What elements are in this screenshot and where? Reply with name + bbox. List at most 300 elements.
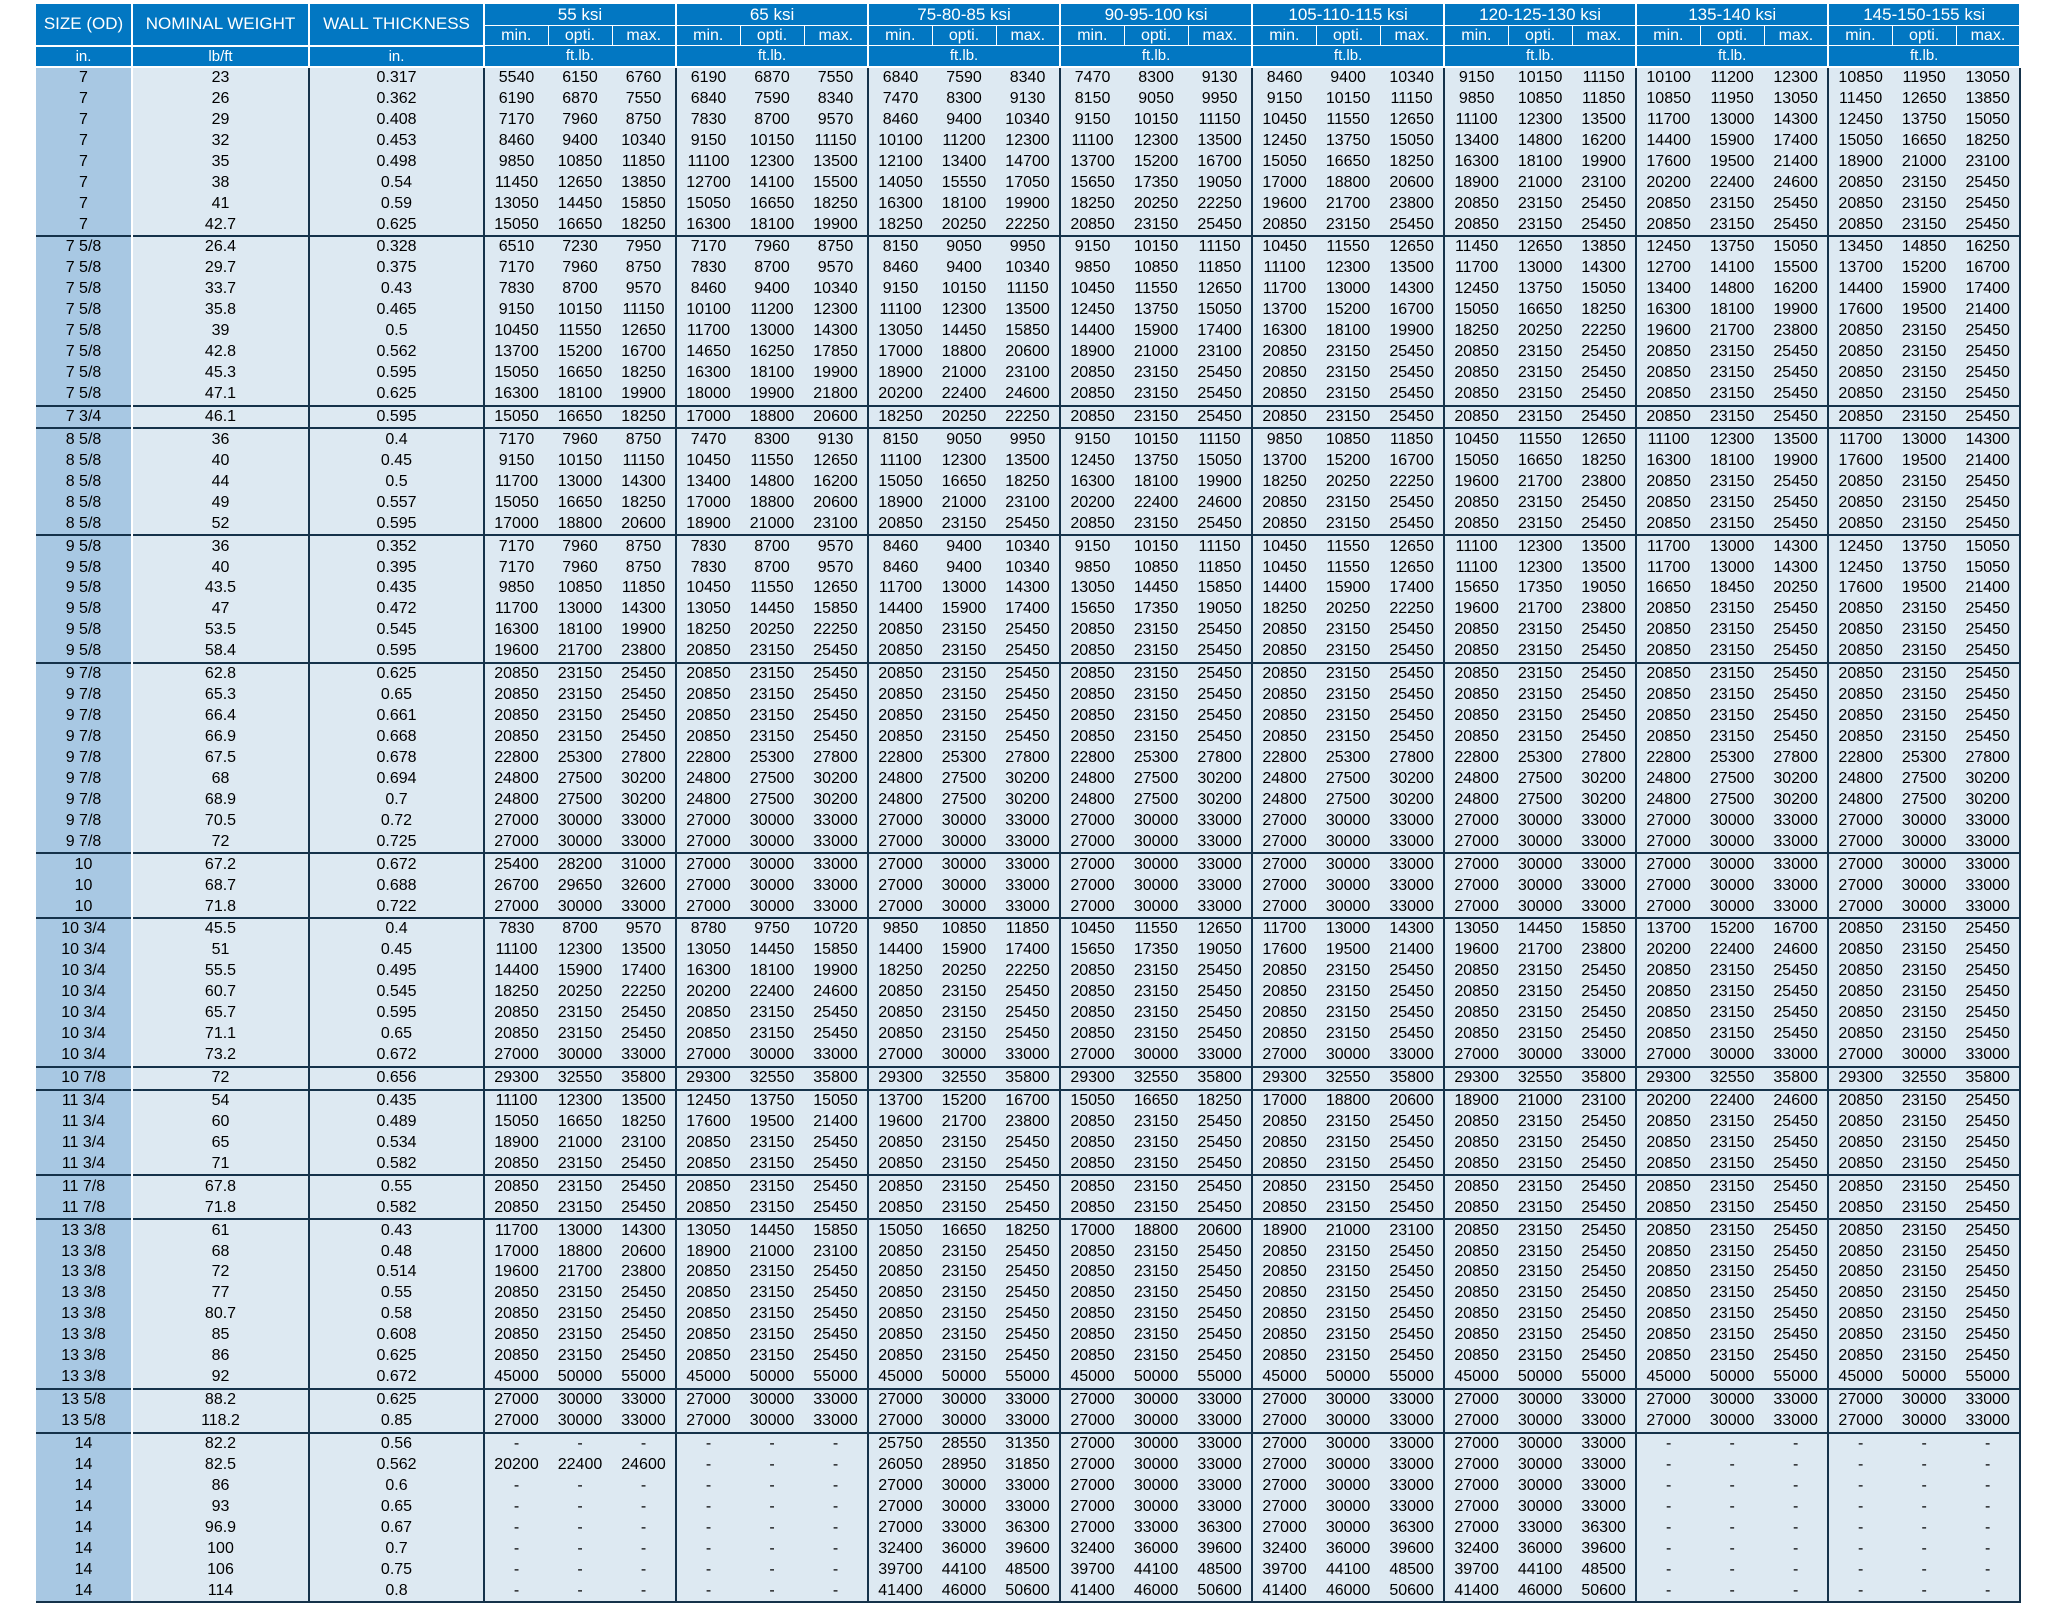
cell-torque-min: 20850 (868, 727, 932, 748)
cell-torque-opti: 23150 (1700, 961, 1764, 982)
cell-torque-min: 24800 (676, 768, 740, 789)
cell-torque-min: 20850 (484, 727, 548, 748)
cell-torque-max: 10340 (804, 279, 868, 300)
cell-torque-opti: 30000 (932, 896, 996, 918)
cell-wall: 0.722 (309, 896, 484, 918)
cell-torque-opti: 10850 (1316, 428, 1380, 450)
cell-torque-max: 25450 (1764, 471, 1828, 492)
cell-torque-opti: 20250 (1316, 599, 1380, 620)
cell-torque-max: 25450 (996, 1241, 1060, 1262)
cell-torque-min: 20850 (484, 1175, 548, 1197)
cell-torque-opti: 10850 (548, 578, 612, 599)
table-row (36, 406, 2020, 429)
cell-wall: 0.608 (309, 1325, 484, 1346)
cell-torque-opti: 23150 (1124, 1197, 1188, 1219)
cell-torque-max: 25450 (1956, 214, 2020, 236)
cell-torque-min: 20850 (1828, 193, 1892, 214)
cell-torque-min: - (1636, 1475, 1700, 1496)
cell-torque-max: 25450 (1380, 1325, 1444, 1346)
cell-wall: 0.408 (309, 109, 484, 130)
cell-torque-max: 11150 (1572, 67, 1636, 89)
cell-torque-opti: 30000 (740, 896, 804, 918)
cell-torque-min: 20850 (868, 1132, 932, 1153)
cell-torque-max: 13500 (1188, 130, 1252, 151)
cell-torque-opti: 23150 (1316, 641, 1380, 663)
cell-torque-max: 25450 (996, 663, 1060, 685)
cell-torque-min: 27000 (1252, 875, 1316, 896)
table-row (36, 685, 2020, 706)
cell-torque-min: 45000 (1828, 1367, 1892, 1389)
cell-torque-max: - (612, 1475, 676, 1496)
cell-torque-max: - (1764, 1496, 1828, 1517)
cell-torque-opti: 46000 (932, 1580, 996, 1602)
cell-torque-max: 25450 (1572, 363, 1636, 384)
cell-torque-min: 11100 (676, 151, 740, 172)
cell-torque-max: 25450 (1188, 1024, 1252, 1045)
cell-torque-opti: 23150 (932, 641, 996, 663)
cell-torque-min: 11700 (1252, 279, 1316, 300)
cell-size: 7 5/8 (36, 279, 132, 300)
cell-torque-opti: 15900 (1316, 578, 1380, 599)
cell-torque-min: 15050 (484, 363, 548, 384)
cell-torque-min: 12450 (1828, 557, 1892, 578)
cell-torque-min: 20850 (676, 1197, 740, 1219)
cell-torque-min: 18900 (1444, 172, 1508, 193)
cell-torque-max: 23800 (1572, 471, 1636, 492)
grade-header: 75-80-85 ksi (868, 4, 1060, 26)
cell-torque-max: 25450 (1188, 363, 1252, 384)
cell-size: 9 5/8 (36, 557, 132, 578)
cell-torque-min: 27000 (676, 875, 740, 896)
cell-torque-max: 33000 (804, 896, 868, 918)
cell-torque-max: 35800 (1380, 1067, 1444, 1090)
cell-torque-max: 30200 (1380, 789, 1444, 810)
cell-torque-max: 25450 (1764, 663, 1828, 685)
cell-torque-max: 25450 (996, 1325, 1060, 1346)
cell-torque-min: 27000 (1060, 1411, 1124, 1433)
cell-torque-max: 19900 (1764, 450, 1828, 471)
cell-torque-min: 12100 (868, 151, 932, 172)
cell-torque-opti: 9400 (932, 258, 996, 279)
cell-torque-max: 35800 (1956, 1067, 2020, 1090)
subheader-opti: opti. (740, 26, 804, 46)
cell-wall: 0.453 (309, 130, 484, 151)
cell-torque-max: 33000 (1188, 1475, 1252, 1496)
cell-torque-max: 33000 (996, 1389, 1060, 1411)
cell-torque-opti: 23150 (1892, 1283, 1956, 1304)
cell-torque-min: 17600 (1636, 151, 1700, 172)
cell-torque-opti: 23150 (1892, 1304, 1956, 1325)
cell-torque-opti: 23150 (1124, 1153, 1188, 1175)
cell-torque-min: 20850 (1636, 193, 1700, 214)
cell-torque-opti: 30000 (1316, 1045, 1380, 1067)
cell-weight: 68 (132, 1241, 309, 1262)
cell-torque-opti: 13000 (1508, 258, 1572, 279)
cell-torque-opti: 30000 (1508, 853, 1572, 875)
cell-torque-min: 24800 (484, 789, 548, 810)
cell-torque-min: 24800 (868, 768, 932, 789)
cell-torque-min: 27000 (484, 1411, 548, 1433)
cell-torque-max: 15050 (1188, 450, 1252, 471)
cell-torque-min: 20850 (1828, 1024, 1892, 1045)
cell-torque-opti: 16650 (1892, 130, 1956, 151)
cell-torque-opti: 21000 (932, 363, 996, 384)
cell-torque-opti: 18100 (1508, 151, 1572, 172)
cell-torque-min: 20200 (484, 1454, 548, 1475)
cell-torque-max: 50600 (1380, 1580, 1444, 1602)
cell-torque-min: 18900 (484, 1132, 548, 1153)
cell-torque-opti: 9400 (740, 279, 804, 300)
cell-torque-opti: 23150 (1700, 685, 1764, 706)
cell-torque-max: 13850 (612, 172, 676, 193)
cell-torque-max: 15850 (804, 599, 868, 620)
cell-torque-max: 25450 (1956, 384, 2020, 406)
cell-torque-min: 20850 (868, 620, 932, 641)
cell-wall: 0.595 (309, 1003, 484, 1024)
cell-torque-opti: 30000 (548, 896, 612, 918)
cell-torque-min: 20850 (868, 1241, 932, 1262)
cell-torque-min: 11700 (676, 321, 740, 342)
cell-torque-max: 33000 (1188, 1433, 1252, 1455)
cell-torque-max: - (1956, 1559, 2020, 1580)
cell-torque-opti: 14450 (548, 193, 612, 214)
cell-torque-opti: 27500 (1892, 789, 1956, 810)
cell-torque-min: 17000 (1252, 1090, 1316, 1112)
cell-torque-opti: 8700 (740, 258, 804, 279)
cell-torque-min: 27000 (1444, 810, 1508, 831)
cell-torque-opti: 9050 (1124, 88, 1188, 109)
cell-torque-min: 20850 (1060, 727, 1124, 748)
cell-torque-min: 27000 (1252, 896, 1316, 918)
table-row (36, 1153, 2020, 1175)
cell-torque-min: 24800 (676, 789, 740, 810)
cell-torque-min: 7170 (484, 557, 548, 578)
cell-torque-opti: - (1700, 1454, 1764, 1475)
cell-torque-max: 10340 (1380, 67, 1444, 89)
cell-torque-max: 33000 (1572, 1433, 1636, 1455)
table-row (36, 1433, 2020, 1455)
cell-torque-opti: 13000 (932, 578, 996, 599)
cell-torque-opti: 21000 (1892, 151, 1956, 172)
cell-torque-max: 14300 (1764, 557, 1828, 578)
cell-torque-min: 19600 (1444, 599, 1508, 620)
cell-torque-min: 20850 (676, 1325, 740, 1346)
cell-torque-min: - (1636, 1454, 1700, 1475)
cell-torque-opti: - (548, 1580, 612, 1602)
cell-torque-min: 8460 (868, 258, 932, 279)
cell-torque-min: 20850 (1828, 982, 1892, 1003)
header-size: SIZE (OD) (36, 4, 132, 46)
cell-torque-max: 17400 (1956, 279, 2020, 300)
cell-torque-min: 15050 (868, 471, 932, 492)
cell-torque-max: 35800 (1764, 1067, 1828, 1090)
cell-torque-min: 14400 (868, 599, 932, 620)
cell-torque-max: - (612, 1517, 676, 1538)
cell-torque-opti: 15900 (1124, 321, 1188, 342)
cell-torque-min: 9150 (1444, 67, 1508, 89)
cell-size: 9 7/8 (36, 831, 132, 853)
cell-torque-max: 20600 (1380, 172, 1444, 193)
cell-torque-min: 20850 (1636, 471, 1700, 492)
cell-torque-min: 27000 (1060, 1454, 1124, 1475)
cell-torque-opti: 23150 (1124, 706, 1188, 727)
cell-torque-opti: 23150 (1892, 1219, 1956, 1241)
cell-torque-opti: 23150 (1700, 1175, 1764, 1197)
cell-wall: 0.562 (309, 342, 484, 363)
cell-torque-opti: 23150 (1316, 1241, 1380, 1262)
cell-torque-opti: 19500 (1892, 578, 1956, 599)
cell-torque-max: 48500 (1380, 1559, 1444, 1580)
cell-torque-max: 22250 (1188, 193, 1252, 214)
cell-torque-min: 29300 (1636, 1067, 1700, 1090)
cell-torque-max: 35800 (996, 1067, 1060, 1090)
cell-torque-opti: 23150 (1316, 1346, 1380, 1367)
cell-torque-min: 20850 (1828, 1003, 1892, 1024)
cell-torque-max: 33000 (1572, 1475, 1636, 1496)
cell-size: 7 (36, 172, 132, 193)
unit-torque: ft.lb. (1828, 46, 2020, 67)
cell-torque-max: 22250 (804, 620, 868, 641)
cell-torque-min: 20850 (1060, 1241, 1124, 1262)
cell-torque-opti: 30000 (1316, 831, 1380, 853)
cell-torque-max: 25450 (1956, 1175, 2020, 1197)
cell-torque-opti: 23150 (740, 641, 804, 663)
cell-torque-opti: 12300 (1700, 428, 1764, 450)
subheader-opti: opti. (1892, 26, 1956, 46)
cell-torque-min: 16300 (1060, 471, 1124, 492)
cell-torque-min: 27000 (1444, 875, 1508, 896)
cell-torque-opti: - (548, 1559, 612, 1580)
cell-torque-opti: 23150 (740, 1153, 804, 1175)
cell-torque-max: 20250 (1764, 578, 1828, 599)
cell-torque-min: 20850 (1828, 1153, 1892, 1175)
cell-torque-max: 14300 (1956, 428, 2020, 450)
cell-torque-max: 39600 (1572, 1538, 1636, 1559)
cell-torque-opti: 12300 (1508, 535, 1572, 557)
cell-size: 9 7/8 (36, 810, 132, 831)
cell-torque-max: 33000 (1764, 810, 1828, 831)
cell-torque-max: 24600 (804, 982, 868, 1003)
cell-torque-max: - (804, 1475, 868, 1496)
cell-wall: 0.7 (309, 1538, 484, 1559)
cell-weight: 62.8 (132, 663, 309, 685)
cell-size: 7 5/8 (36, 300, 132, 321)
cell-torque-opti: 30000 (932, 1496, 996, 1517)
cell-size: 14 (36, 1559, 132, 1580)
cell-torque-min: 20850 (1060, 214, 1124, 236)
cell-torque-max: 25450 (804, 1153, 868, 1175)
cell-torque-max: 9130 (1188, 67, 1252, 89)
cell-torque-max: 23100 (996, 363, 1060, 384)
cell-torque-max: 25450 (1764, 727, 1828, 748)
cell-torque-min: 20850 (868, 1153, 932, 1175)
cell-weight: 54 (132, 1090, 309, 1112)
cell-torque-max: 39600 (1188, 1538, 1252, 1559)
cell-torque-max: 24600 (1764, 1090, 1828, 1112)
cell-torque-max: 18250 (612, 363, 676, 384)
cell-torque-opti: 25300 (1892, 748, 1956, 769)
cell-torque-min: 27000 (676, 810, 740, 831)
cell-torque-min: 20850 (676, 1283, 740, 1304)
cell-torque-opti: 23150 (1892, 193, 1956, 214)
cell-torque-max: 39600 (1380, 1538, 1444, 1559)
cell-torque-min: 15050 (1252, 151, 1316, 172)
cell-torque-opti: 23150 (1892, 727, 1956, 748)
cell-torque-max: - (612, 1496, 676, 1517)
cell-torque-opti: 10150 (932, 279, 996, 300)
cell-torque-opti: 10150 (1124, 109, 1188, 130)
cell-torque-max: 14300 (1764, 535, 1828, 557)
cell-torque-opti: 12650 (1508, 236, 1572, 258)
cell-torque-opti: 23150 (1508, 1262, 1572, 1283)
cell-weight: 45.3 (132, 363, 309, 384)
cell-wall: 0.694 (309, 768, 484, 789)
cell-weight: 92 (132, 1367, 309, 1389)
cell-torque-min: 6190 (484, 88, 548, 109)
cell-torque-max: 23800 (1764, 321, 1828, 342)
cell-torque-max: 25450 (1956, 406, 2020, 429)
cell-torque-max: 25450 (996, 641, 1060, 663)
cell-torque-opti: 23150 (932, 1346, 996, 1367)
cell-torque-max: 31000 (612, 853, 676, 875)
cell-torque-opti: 11550 (1508, 428, 1572, 450)
cell-torque-max: 22250 (1572, 321, 1636, 342)
cell-torque-opti: 10150 (1124, 535, 1188, 557)
cell-torque-max: 24600 (1764, 172, 1828, 193)
cell-torque-min: 27000 (484, 1045, 548, 1067)
cell-torque-opti: 30000 (1892, 853, 1956, 875)
cell-torque-min: - (1636, 1433, 1700, 1455)
cell-torque-min: 32400 (1252, 1538, 1316, 1559)
cell-torque-opti: 6870 (548, 88, 612, 109)
cell-torque-min: 20850 (484, 706, 548, 727)
cell-torque-min: 10100 (1636, 67, 1700, 89)
cell-torque-max: 31850 (996, 1454, 1060, 1475)
cell-torque-opti: 32550 (1892, 1067, 1956, 1090)
cell-torque-min: 20200 (1636, 940, 1700, 961)
cell-torque-max: 24600 (612, 1454, 676, 1475)
cell-torque-opti: 21000 (1316, 1219, 1380, 1241)
cell-torque-opti: 12300 (740, 151, 804, 172)
cell-weight: 58.4 (132, 641, 309, 663)
cell-torque-max: 25450 (1764, 1283, 1828, 1304)
cell-torque-min: 27000 (1060, 853, 1124, 875)
cell-torque-min: 22800 (1252, 748, 1316, 769)
cell-torque-max: 19900 (1380, 321, 1444, 342)
cell-torque-opti: 23150 (1316, 1325, 1380, 1346)
cell-torque-min: 20850 (1252, 663, 1316, 685)
cell-torque-opti: 30000 (1124, 831, 1188, 853)
cell-torque-opti: 23150 (548, 663, 612, 685)
cell-torque-max: 25450 (1380, 1241, 1444, 1262)
cell-torque-min: 15050 (1444, 300, 1508, 321)
cell-torque-max: 50600 (1188, 1580, 1252, 1602)
cell-torque-min: 10100 (868, 130, 932, 151)
cell-torque-max: 25450 (1380, 685, 1444, 706)
cell-torque-opti: 7590 (740, 88, 804, 109)
cell-torque-max: 25450 (1572, 1175, 1636, 1197)
cell-torque-max: 30200 (1956, 768, 2020, 789)
cell-torque-opti: 21700 (1316, 193, 1380, 214)
cell-torque-opti: 30000 (1700, 1045, 1764, 1067)
cell-torque-opti: 23150 (740, 1325, 804, 1346)
cell-torque-min: 24800 (1444, 789, 1508, 810)
cell-torque-max: 23100 (1380, 1219, 1444, 1241)
cell-torque-opti: 23150 (932, 513, 996, 535)
cell-torque-opti: 30000 (1700, 1389, 1764, 1411)
cell-weight: 65 (132, 1132, 309, 1153)
cell-torque-max: 25450 (1572, 406, 1636, 429)
cell-torque-min: - (484, 1496, 548, 1517)
cell-torque-opti: 23150 (1892, 1241, 1956, 1262)
cell-size: 13 3/8 (36, 1283, 132, 1304)
cell-torque-opti: 23150 (1124, 1346, 1188, 1367)
cell-torque-max: - (804, 1454, 868, 1475)
cell-torque-opti: 13750 (1700, 236, 1764, 258)
cell-torque-max: 25450 (1956, 1304, 2020, 1325)
cell-torque-max: 25450 (1956, 706, 2020, 727)
cell-torque-min: 20850 (484, 1283, 548, 1304)
cell-torque-min: 20850 (1636, 1132, 1700, 1153)
cell-torque-min: 27000 (1828, 1045, 1892, 1067)
cell-torque-min: 15050 (676, 193, 740, 214)
cell-torque-max: 18250 (612, 492, 676, 513)
cell-torque-opti: 19900 (740, 384, 804, 406)
cell-torque-min: 20850 (1636, 641, 1700, 663)
cell-torque-max: 25450 (1572, 641, 1636, 663)
cell-torque-opti: 23150 (1892, 321, 1956, 342)
cell-torque-opti: 23150 (1124, 1111, 1188, 1132)
cell-wall: 0.65 (309, 1024, 484, 1045)
cell-torque-max: 25450 (804, 1262, 868, 1283)
cell-wall: 0.395 (309, 557, 484, 578)
cell-torque-min: 7830 (484, 279, 548, 300)
cell-torque-max: 25450 (1188, 727, 1252, 748)
cell-torque-opti: 30000 (1508, 810, 1572, 831)
table-row (36, 279, 2020, 300)
cell-torque-opti: 23150 (740, 1175, 804, 1197)
cell-torque-max: 22250 (1380, 471, 1444, 492)
cell-torque-min: 10450 (1060, 918, 1124, 940)
cell-wall: 0.55 (309, 1283, 484, 1304)
cell-torque-opti: 18800 (740, 492, 804, 513)
cell-torque-opti: 23150 (548, 1325, 612, 1346)
cell-torque-max: 33000 (1572, 896, 1636, 918)
cell-torque-min: 27000 (1060, 875, 1124, 896)
cell-torque-max: 16700 (1380, 450, 1444, 471)
cell-torque-opti: 21000 (740, 513, 804, 535)
cell-torque-max: 33000 (996, 810, 1060, 831)
table-row (36, 1175, 2020, 1197)
cell-torque-max: 25450 (1956, 620, 2020, 641)
cell-torque-max: 25450 (1764, 363, 1828, 384)
cell-torque-min: 14400 (868, 940, 932, 961)
cell-torque-max: 25450 (1188, 1132, 1252, 1153)
cell-torque-min: 20850 (1828, 214, 1892, 236)
cell-torque-min: - (1636, 1538, 1700, 1559)
cell-wall: 0.672 (309, 853, 484, 875)
table-row (36, 1389, 2020, 1411)
cell-torque-max: 9950 (996, 428, 1060, 450)
table-row (36, 1219, 2020, 1241)
cell-torque-max: 33000 (1380, 1496, 1444, 1517)
cell-torque-min: 24800 (1828, 789, 1892, 810)
cell-torque-max: 33000 (1380, 1411, 1444, 1433)
cell-torque-min: 29300 (484, 1067, 548, 1090)
cell-torque-min: - (676, 1496, 740, 1517)
cell-weight: 55.5 (132, 961, 309, 982)
cell-torque-min: 20850 (1444, 685, 1508, 706)
